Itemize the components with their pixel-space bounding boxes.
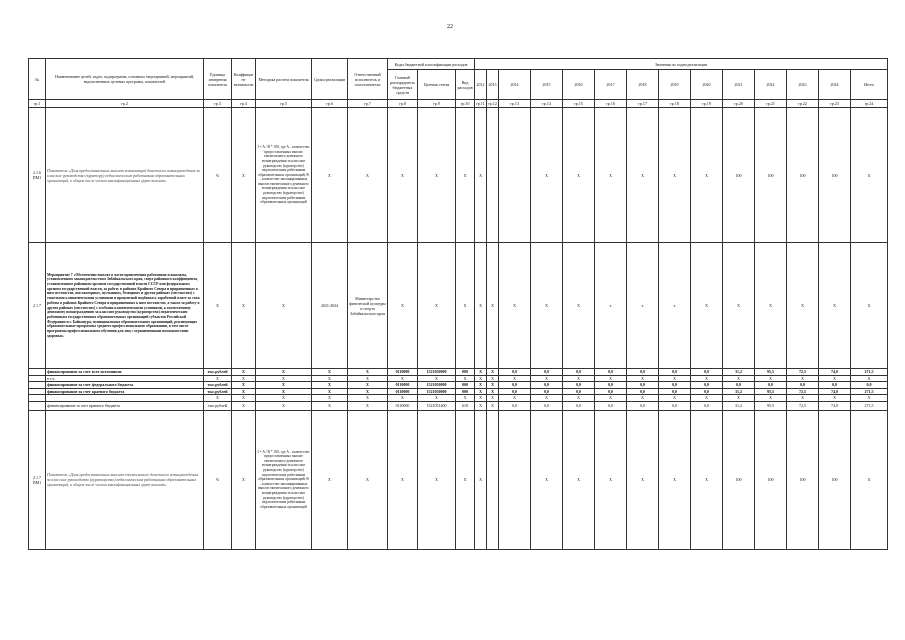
finance-vr: X <box>456 375 475 382</box>
row-cell: x <box>627 243 659 369</box>
finance-total: X <box>851 375 888 382</box>
header-year: 2019 <box>659 70 691 100</box>
row-cell: X <box>755 243 787 369</box>
row-cell: X <box>312 108 348 243</box>
header-period: Сроки реализации <box>312 59 348 100</box>
finance-value: X <box>627 395 659 402</box>
table-row-measure-217 <box>29 243 888 369</box>
row-cell: X <box>627 410 659 549</box>
row-name: Показатель «Доля предоставленных выплат компенсаций денежного вознаграждения за классное руководство (куратору) педагогическим работникам образовательных организаций, в общем числе членов квалификационных групп выплат» <box>46 108 204 243</box>
row-cell: X <box>595 410 627 549</box>
finance-coef: X <box>232 375 256 382</box>
column-number: гр.10 <box>456 100 475 108</box>
row-cell <box>499 410 531 549</box>
finance-2012: X <box>475 401 487 410</box>
column-number: гр.24 <box>851 100 888 108</box>
row-method: I = A / B * 100, где A – количество предоставленных выплат ежемесячного денежного вознаграждения за классное руководство (кураторство) педагогическим работникам образовательных организаций; B – количество запланированных выплат ежемесячного денежного вознаграждения за классное руководство (кураторство) педагогическим работникам образовательных организаций <box>256 108 312 243</box>
finance-period: X <box>312 382 348 389</box>
row-cell: X <box>418 410 456 549</box>
finance-grbs: 0110000 <box>388 369 418 376</box>
page-number: 22 <box>447 24 453 30</box>
finance-grbs: 0110000 <box>388 401 418 410</box>
finance-value: 0,0 <box>659 382 691 389</box>
finance-coef: X <box>232 369 256 376</box>
finance-cs: 1521050000 <box>418 388 456 395</box>
row-number: 2.1.6 ПМ1 <box>29 108 46 243</box>
finance-value: 95,5 <box>755 369 787 376</box>
finance-value: 0,0 <box>691 401 723 410</box>
finance-method: X <box>256 395 312 402</box>
header-year: 2022 <box>755 70 787 100</box>
row-exec: Министерство физической культуры и спорта Забайкальского края <box>348 243 388 369</box>
column-number: гр.13 <box>499 100 531 108</box>
row-number: 2.1.7 ПМ1 <box>29 410 46 549</box>
finance-2012: X <box>475 395 487 402</box>
row-cell: X <box>691 410 723 549</box>
finance-value: 74,0 <box>819 388 851 395</box>
finance-value: 74,0 <box>819 369 851 376</box>
finance-exec: X <box>348 395 388 402</box>
finance-grbs: 0110000 <box>388 388 418 395</box>
finance-method: X <box>256 388 312 395</box>
row-cell: X <box>388 108 418 243</box>
row-cell: X <box>418 243 456 369</box>
row-cell: X <box>531 410 563 549</box>
finance-total: 271,5 <box>851 369 888 376</box>
header-method: Методика расчета показателя <box>256 59 312 100</box>
finance-grbs: 0110000 <box>388 382 418 389</box>
finance-value: X <box>691 395 723 402</box>
header-year: 2017 <box>595 70 627 100</box>
row-cell <box>487 108 499 243</box>
row-cell: X <box>475 410 487 549</box>
column-number: гр.16 <box>595 100 627 108</box>
row-number <box>29 401 46 410</box>
finance-2013: X <box>487 375 499 382</box>
row-cell: X <box>595 108 627 243</box>
row-cell: X <box>723 243 755 369</box>
table-row-indicator-217 <box>29 410 888 549</box>
finance-value: 0,0 <box>531 388 563 395</box>
row-cell: X <box>388 410 418 549</box>
finance-value: 0,0 <box>531 369 563 376</box>
finance-value: 31,2 <box>723 369 755 376</box>
column-number: гр.15 <box>563 100 595 108</box>
finance-total: X <box>851 395 888 402</box>
finance-2012: X <box>475 382 487 389</box>
row-period: 2021-2024 <box>312 243 348 369</box>
finance-value: 95,5 <box>755 401 787 410</box>
row-unit: % <box>204 410 232 549</box>
finance-value: 0,0 <box>659 369 691 376</box>
finance-exec: X <box>348 375 388 382</box>
finance-unit: тыс.рублей <box>204 382 232 389</box>
finance-value: X <box>691 375 723 382</box>
header-year: 2021 <box>723 70 755 100</box>
finance-value: 0,0 <box>723 382 755 389</box>
finance-value: 31,2 <box>723 401 755 410</box>
finance-cs: 1521050000 <box>418 382 456 389</box>
row-cell: x <box>659 243 691 369</box>
finance-name: финансирование за счет краевого бюджета <box>46 388 204 395</box>
finance-2013: X <box>487 382 499 389</box>
finance-2013: X <box>487 401 499 410</box>
finance-value: X <box>499 375 531 382</box>
row-name: Мероприятие 7 «Обеспечение выплат в части привлечения работников и выплаты, установленного законодательством Забайкальского края, сверх районного коэффициента, установленного районным органом государственной власти СССР или федеральным органом государственной власти, за работу в районах Крайнего Севера и приравненных к ним местностях, высокогорных, пустынных, безводных и других районах (местностях) с тяжелыми климатическими условиями и процентной надбавки к заработной плате за стаж работы в районах Крайнего Севера и приравненных к ним местностях, а также за работу в других районах (местностях) с особыми климатическими условиями, к ежемесячному денежному вознаграждению за классное руководство (кураторство) педагогическим работникам государственных образовательных организаций субъектов Российской Федерации и г. Байконура, муниципальных образовательных организаций, реализующих образовательные программы среднего профессионального образования, в том числе программы профессионального обучения для лиц с ограниченными возможностями здоровья» <box>46 243 204 369</box>
row-cell: 100 <box>755 410 787 549</box>
finance-value: 0,0 <box>595 388 627 395</box>
finance-value: 0,0 <box>531 382 563 389</box>
finance-value: X <box>499 395 531 402</box>
finance-method: X <box>256 382 312 389</box>
finance-exec: X <box>348 382 388 389</box>
column-number: гр.2 <box>46 100 204 108</box>
finance-value: 0,0 <box>595 382 627 389</box>
row-cell: X <box>787 243 819 369</box>
finance-period: X <box>312 388 348 395</box>
finance-value: 72,5 <box>787 401 819 410</box>
finance-value: 0,0 <box>691 388 723 395</box>
finance-value: 0,0 <box>787 382 819 389</box>
finance-value: 0,0 <box>531 401 563 410</box>
row-cell: 100 <box>787 108 819 243</box>
finance-value: X <box>595 395 627 402</box>
finance-cs: X <box>418 395 456 402</box>
finance-exec: X <box>348 388 388 395</box>
row-cell: X <box>456 410 475 549</box>
header-year: 2014 <box>499 70 531 100</box>
finance-unit: тыс.рублей <box>204 388 232 395</box>
finance-value: 0,0 <box>563 388 595 395</box>
finance-value: X <box>787 395 819 402</box>
finance-value: 95,5 <box>755 388 787 395</box>
row-cell: X <box>659 108 691 243</box>
column-number: гр.3 <box>204 100 232 108</box>
header-coef: Коэффициент значимости <box>232 59 256 100</box>
finance-value: 0,0 <box>563 382 595 389</box>
finance-2012: X <box>475 375 487 382</box>
column-number: гр.19 <box>691 100 723 108</box>
row-cell: X <box>312 410 348 549</box>
header-year: 2013 <box>487 70 499 100</box>
header-grbs: Главный распорядитель бюджетных средств <box>388 70 418 100</box>
column-number: гр.9 <box>418 100 456 108</box>
row-cell: X <box>487 243 499 369</box>
row-cell: 100 <box>787 410 819 549</box>
finance-value: 0,0 <box>627 401 659 410</box>
finance-unit: тыс.рублей <box>204 401 232 410</box>
column-number: гр.18 <box>659 100 691 108</box>
finance-value: 0,0 <box>563 369 595 376</box>
finance-total: 271,5 <box>851 401 888 410</box>
finance-2013: X <box>487 369 499 376</box>
header-year: 2015 <box>531 70 563 100</box>
column-number: гр.6 <box>312 100 348 108</box>
row-unit: % <box>204 108 232 243</box>
header-row-1 <box>29 59 888 70</box>
column-numbers-row <box>29 100 888 108</box>
row-cell <box>487 410 499 549</box>
finance-value: 0,0 <box>627 388 659 395</box>
finance-exec: X <box>348 401 388 410</box>
finance-coef: X <box>232 382 256 389</box>
finance-name: финансирование за счет федерального бюджета <box>46 382 204 389</box>
row-cell: X <box>531 108 563 243</box>
finance-value: X <box>819 395 851 402</box>
finance-cs: X <box>418 375 456 382</box>
finance-cs: 1521050000 <box>418 369 456 376</box>
finance-total: 0,0 <box>851 382 888 389</box>
row-cell: X <box>851 108 888 243</box>
finance-grbs: X <box>388 375 418 382</box>
column-number: гр.4 <box>232 100 256 108</box>
row-cell: X <box>691 108 723 243</box>
header-cs: Целевая статья <box>418 70 456 100</box>
finance-value: X <box>755 375 787 382</box>
row-name: Показатель «Доля предоставленных выплат ежемесячного денежного вознаграждения за классное руководство (кураторство) педагогическим работникам образовательных организаций, в общем числе членов квалификационных групп выплат» <box>46 410 204 549</box>
finance-exec: X <box>348 369 388 376</box>
finance-vr: 000 <box>456 369 475 376</box>
finance-value: 74,0 <box>819 401 851 410</box>
header-kbk-group: Коды бюджетной классификации расходов <box>388 59 475 70</box>
finance-unit: X <box>204 395 232 402</box>
row-cell: X <box>456 243 475 369</box>
finance-value: X <box>659 395 691 402</box>
column-number: гр.20 <box>723 100 755 108</box>
finance-value: X <box>755 395 787 402</box>
finance-value: X <box>787 375 819 382</box>
header-vr: Вид расходов <box>456 70 475 100</box>
finance-name: финансирование за счет краевого бюджета <box>46 401 204 410</box>
finance-name: в т.ч. <box>46 375 204 382</box>
header-year: 2024 <box>819 70 851 100</box>
finance-value: X <box>531 375 563 382</box>
finance-value: 0,0 <box>755 382 787 389</box>
finance-value: X <box>563 395 595 402</box>
finance-value: X <box>819 375 851 382</box>
row-number: 2.1.7 <box>29 243 46 369</box>
column-number: гр.21 <box>755 100 787 108</box>
finance-row <box>29 401 888 410</box>
header-total: Итого <box>851 70 888 100</box>
finance-value: 0,0 <box>499 388 531 395</box>
finance-value: X <box>531 395 563 402</box>
finance-value: 0,0 <box>819 382 851 389</box>
row-cell: 100 <box>819 410 851 549</box>
row-cell: X <box>563 410 595 549</box>
finance-value: 0,0 <box>659 401 691 410</box>
column-number: гр.17 <box>627 100 659 108</box>
row-cell: X <box>531 243 563 369</box>
finance-method: X <box>256 375 312 382</box>
finance-value: X <box>723 375 755 382</box>
finance-value: 31,2 <box>723 388 755 395</box>
row-coef: X <box>232 243 256 369</box>
row-cell: x <box>595 243 627 369</box>
finance-method: X <box>256 369 312 376</box>
column-number: гр.8 <box>388 100 418 108</box>
column-number: гр.22 <box>787 100 819 108</box>
header-name: Наименование целей, задач, подпрограмм, основных мероприятий, мероприятий, ведомственных целевых программ, показателей <box>46 59 204 100</box>
table-row-indicator-216 <box>29 108 888 243</box>
row-cell: X <box>475 108 487 243</box>
header-unit: Единица измерения показателя <box>204 59 232 100</box>
finance-value: 0,0 <box>595 369 627 376</box>
finance-value: X <box>563 375 595 382</box>
finance-value: 72,5 <box>787 369 819 376</box>
finance-period: X <box>312 401 348 410</box>
finance-2012: X <box>475 369 487 376</box>
row-cell: X <box>563 243 595 369</box>
row-cell: X <box>456 108 475 243</box>
row-method: I = A / B * 100, где A – количество предоставленных выплат ежемесячного денежного вознаграждения за классное руководство (кураторство) педагогическим работникам образовательных организаций; B – количество запланированных выплат ежемесячного денежного вознаграждения за классное руководство (кураторство) педагогическим работникам образовательных организаций <box>256 410 312 549</box>
finance-value: X <box>595 375 627 382</box>
row-cell: X <box>659 410 691 549</box>
row-cell: 100 <box>755 108 787 243</box>
finance-value: 0,0 <box>659 388 691 395</box>
row-cell <box>499 108 531 243</box>
finance-value: X <box>723 395 755 402</box>
header-year: 2020 <box>691 70 723 100</box>
program-table <box>28 58 888 550</box>
finance-value: 0,0 <box>627 369 659 376</box>
finance-value: 0,0 <box>499 369 531 376</box>
row-cell: X <box>348 108 388 243</box>
header-values-group: Значения по годам реализации <box>475 59 888 70</box>
header-exec: Ответственный исполнитель и соисполнители <box>348 59 388 100</box>
row-cell: X <box>819 243 851 369</box>
row-cell: X <box>851 410 888 549</box>
header-num: № <box>29 59 46 100</box>
finance-2013: X <box>487 395 499 402</box>
header-year: 2012 <box>475 70 487 100</box>
finance-method: X <box>256 401 312 410</box>
row-cell: 100 <box>723 108 755 243</box>
row-cell: X <box>851 243 888 369</box>
finance-value: 0,0 <box>595 401 627 410</box>
finance-value: 0,0 <box>627 382 659 389</box>
finance-vr: X <box>456 395 475 402</box>
row-coef: X <box>232 108 256 243</box>
finance-value: X <box>627 375 659 382</box>
finance-value: 0,0 <box>499 382 531 389</box>
row-method: X <box>256 243 312 369</box>
header-year: 2016 <box>563 70 595 100</box>
finance-vr: 610 <box>456 401 475 410</box>
finance-value: X <box>659 375 691 382</box>
finance-value: 0,0 <box>563 401 595 410</box>
row-cell: X <box>499 243 531 369</box>
column-number: гр.11 <box>476 101 485 106</box>
finance-period: X <box>312 375 348 382</box>
row-cell: X <box>388 243 418 369</box>
column-number: гр.12 <box>488 101 497 106</box>
column-number: гр.1 <box>29 100 46 108</box>
finance-value: 0,0 <box>499 401 531 410</box>
column-number: гр.14 <box>531 100 563 108</box>
finance-2013: X <box>487 388 499 395</box>
row-cell: 100 <box>819 108 851 243</box>
row-cell: X <box>418 108 456 243</box>
finance-cs: 1521051400 <box>418 401 456 410</box>
column-number: гр.5 <box>256 100 312 108</box>
finance-value: 0,0 <box>691 382 723 389</box>
finance-vr: 000 <box>456 388 475 395</box>
row-cell: X <box>475 243 487 369</box>
finance-grbs: X <box>388 395 418 402</box>
finance-period: X <box>312 395 348 402</box>
row-unit: X <box>204 243 232 369</box>
finance-unit: тыс.рублей <box>204 369 232 376</box>
finance-vr: 000 <box>456 382 475 389</box>
finance-name: финансирование за счет всех источников <box>46 369 204 376</box>
finance-coef: X <box>232 395 256 402</box>
row-cell: X <box>563 108 595 243</box>
row-coef: X <box>232 410 256 549</box>
row-cell: X <box>691 243 723 369</box>
column-number: гр.7 <box>348 100 388 108</box>
finance-unit: X <box>204 375 232 382</box>
header-year: 2023 <box>787 70 819 100</box>
finance-value: 0,0 <box>691 369 723 376</box>
row-cell: 100 <box>723 410 755 549</box>
header-year: 2018 <box>627 70 659 100</box>
row-cell: X <box>627 108 659 243</box>
finance-total: 271,5 <box>851 388 888 395</box>
finance-2012: X <box>475 388 487 395</box>
column-number: гр.23 <box>819 100 851 108</box>
row-cell: X <box>348 410 388 549</box>
finance-period: X <box>312 369 348 376</box>
finance-value: 72,5 <box>787 388 819 395</box>
finance-coef: X <box>232 401 256 410</box>
finance-coef: X <box>232 388 256 395</box>
